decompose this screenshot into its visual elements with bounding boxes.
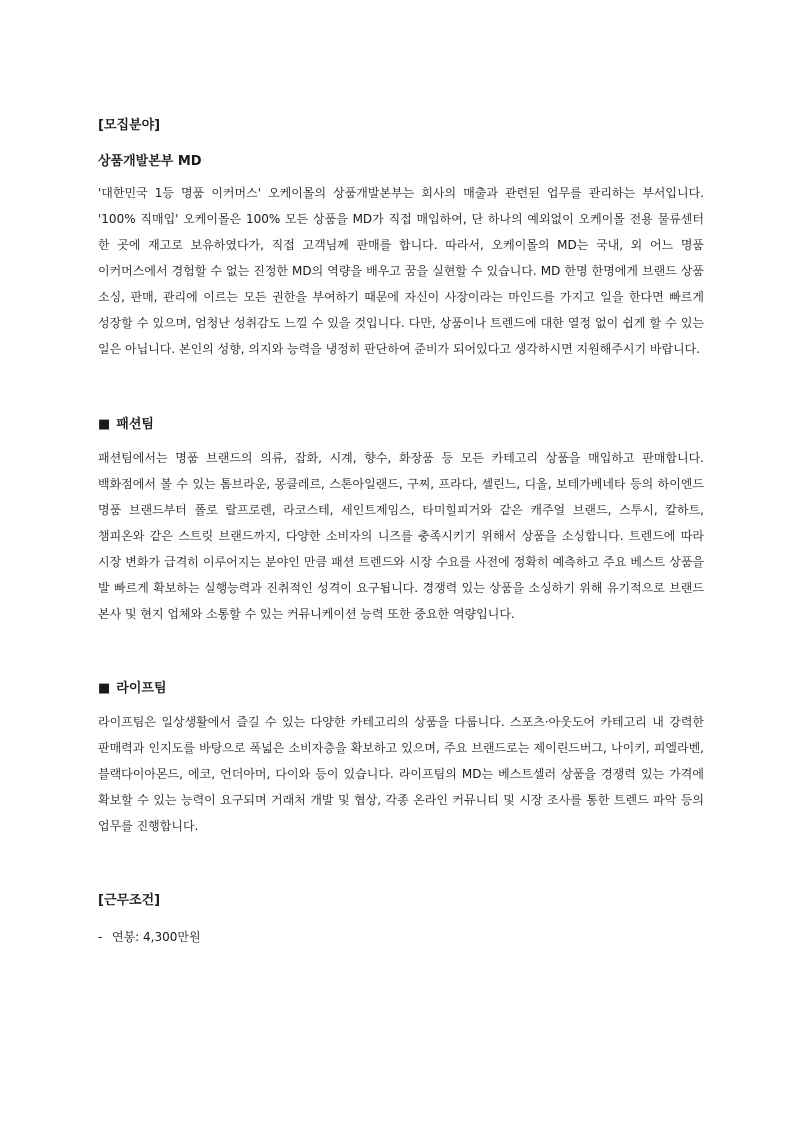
life-team-title: 라이프팀 xyxy=(116,681,167,696)
square-bullet-icon: ■ xyxy=(98,417,111,432)
dash-bullet: - xyxy=(98,930,103,944)
recruit-intro-paragraph: '대한민국 1등 명품 이커머스' 오케이몰의 상품개발본부는 회사의 매출과 관련된 업무를 관리하는 부서입니다. '100% 직매입' 오케이몰은 100% 모든 상품을 MD가 직접 매입하여, 단 하나의 예외없이 오케이몰 전용 물류센터 한 곳에 재고로 보유하였다가, 직접 고객님께 판매를 합니다. 따라서, 오케이몰의 MD는 국내, 외 어느 명품 이커머스에서 경험할 수 없는 진정한 MD의 역량을 배우고 꿈을 실현할 수 있습니다. MD 한명 한명에게 브랜드 상품 소싱, 판매, 관리에 이르는 모든 권한을 부여하기 때문에 자신이 사장이라는 마인드를 가지고 일을 한다면 빠르게 성장할 수 있으며, 엄청난 성취감도 느낄 수 있을 것입니다. 다만, 상품이나 트렌드에 대한 열정 없이 쉽게 할 수 있는 일은 아닙니다. 본인의 성향, 의지와 능력을 냉정히 판단하여 준비가 되어있다고 생각하시면 지원해주시기 바랍니다. xyxy=(98,186,704,356)
document-page xyxy=(98,116,704,947)
fashion-team-title: 패션팀 xyxy=(116,417,154,432)
position-title: 상품개발본부 MD xyxy=(98,154,202,169)
square-bullet-icon: ■ xyxy=(98,681,111,696)
fashion-team-paragraph: 패션팀에서는 명품 브랜드의 의류, 잡화, 시계, 향수, 화장품 등 모든 카테고리 상품을 매입하고 판매합니다. 백화점에서 볼 수 있는 톰브라운, 몽클레르, 스톤아일랜드, 구찌, 프라다, 셀린느, 디올, 보테가베네타 등의 하이엔드 명품 브랜드부터 폴로 랄프로렌, 라코스테, 세인트제임스, 타미힐피거와 같은 캐주얼 브랜드, 스투시, 칼하트, 챔피온와 같은 스트릿 브랜드까지, 다양한 소비자의 니즈를 충족시키기 위해서 상품을 소싱합니다. 트렌드에 따라 시장 변화가 급격히 이루어지는 분야인 만큼 패션 트렌드와 시장 수요를 사전에 정확히 예측하고 주요 베스트 상품을 발 빠르게 확보하는 실행능력과 진취적인 성격이 요구됩니다. 경쟁력 있는 상품을 소싱하기 위해 유기적으로 브랜드 본사 및 현지 업체와 소통할 수 있는 커뮤니케이션 능력 또한 중요한 역량입니다. xyxy=(98,451,704,621)
recruit-section-title: [모집분야] xyxy=(98,118,161,133)
salary-text: 연봉: 4,300만원 xyxy=(112,930,201,944)
life-team-heading xyxy=(98,679,704,699)
life-team-paragraph: 라이프팀은 일상생활에서 즐길 수 있는 다양한 카테고리의 상품을 다룹니다. 스포츠·아웃도어 카테고리 내 강력한 판매력과 인지도를 바탕으로 폭넓은 소비자층을 확보하고 있으며, 주요 브랜드로는 제이린드버그, 나이키, 피엘라벤, 블랙다이아몬드, 에코, 언더아머, 다이와 등이 있습니다. 라이프팀의 MD는 베스트셀러 상품을 경쟁력 있는 가격에 확보할 수 있는 능력이 요구되며 거래처 개발 및 협상, 각종 온라인 커뮤니티 및 시장 조사를 통한 트렌드 파악 등의 업무를 진행합니다. xyxy=(98,715,704,833)
work-conditions-title: [근무조건] xyxy=(98,893,161,908)
list-item xyxy=(98,927,704,947)
fashion-team-heading xyxy=(98,415,704,435)
